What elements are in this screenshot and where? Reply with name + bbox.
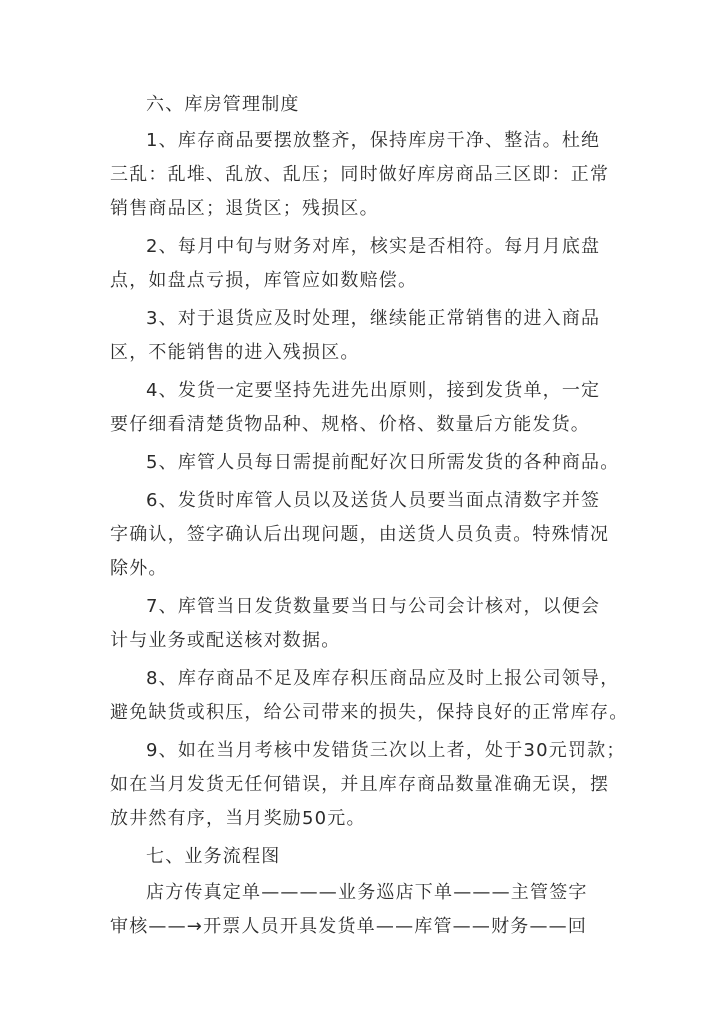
rule-item-6 [110, 484, 618, 586]
rule-line: 1、库存商品要摆放整齐，保持库房干净、整洁。杜绝 [146, 130, 601, 151]
rule-line: 如在当月发货无任何错误，并且库存商品数量准确无误，摆 [110, 774, 610, 795]
rule-line: 5、库管人员每日需提前配好次日所需发货的各种商品。 [146, 452, 620, 473]
rule-line: 销售商品区；退货区；残损区。 [110, 198, 379, 219]
rule-line: 要仔细看清楚货物品种、规格、价格、数量后方能发货。 [110, 414, 590, 435]
rule-item-9 [110, 734, 626, 836]
rule-line: 3、对于退货应及时处理，继续能正常销售的进入商品 [146, 308, 601, 329]
rule-item-7 [110, 590, 618, 658]
rule-line: 区，不能销售的进入残损区。 [110, 342, 360, 363]
rule-item-5 [110, 446, 618, 480]
rule-line: 字确认，签字确认后出现问题，由送货人员负责。特殊情况 [110, 524, 610, 545]
rule-line: 2、每月中旬与财务对库，核实是否相符。每月月底盘 [146, 236, 601, 257]
rule-item-4 [110, 374, 618, 442]
section-heading-business-flow: 七、业务流程图 [146, 846, 281, 867]
rule-item-1 [110, 124, 618, 226]
document-body [110, 88, 629, 948]
flow-line: 审核——→开票人员开具发货单——库管——财务——回 [110, 916, 588, 937]
rule-line: 计与业务或配送核对数据。 [110, 630, 341, 651]
rule-line: 8、库存商品不足及库存积压商品应及时上报公司领导， [146, 668, 620, 689]
rule-line: 三乱：乱堆、乱放、乱压；同时做好库房商品三区即：正常 [110, 164, 610, 185]
section-heading-warehouse-management: 六、库房管理制度 [146, 94, 300, 115]
rule-item-2 [110, 230, 618, 298]
flow-line: 店方传真定单————业务巡店下单———主管签字 [146, 882, 588, 903]
rule-item-3 [110, 302, 618, 370]
rule-line: 除外。 [110, 558, 168, 579]
rule-line: 9、如在当月考核中发错货三次以上者，处于30元罚款； [146, 740, 626, 761]
rule-line: 点，如盘点亏损，库管应如数赔偿。 [110, 270, 418, 291]
rule-line: 避免缺货或积压，给公司带来的损失，保持良好的正常库存。 [110, 702, 629, 723]
rule-line: 7、库管当日发货数量要当日与公司会计核对，以便会 [146, 596, 601, 617]
rule-item-8 [110, 662, 629, 730]
rule-line: 放井然有序，当月奖励50元。 [110, 808, 366, 829]
rule-line: 4、发货一定要坚持先进先出原则，接到发货单，一定 [146, 380, 601, 401]
rule-line: 6、发货时库管人员以及送货人员要当面点清数字并签 [146, 490, 601, 511]
business-flow-text [110, 876, 618, 944]
